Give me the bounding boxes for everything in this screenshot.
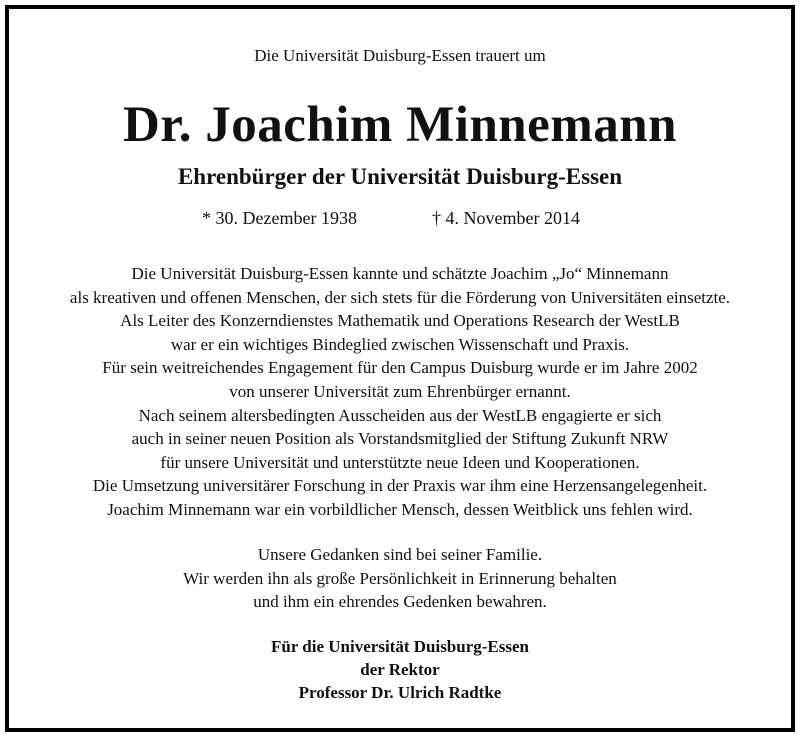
obituary-frame [5, 5, 795, 732]
tribute-line: von unserer Universität zum Ehrenbürger ernannt. [229, 381, 571, 401]
tribute-line: als kreativen und offenen Menschen, der sich stets für die Förderung von Universitäten einsetzte. [69, 287, 731, 307]
tribute-line: Joachim Minnemann war ein vorbildlicher Mensch, dessen Weitblick uns fehlen wird. [107, 499, 693, 519]
closing-paragraph [9, 543, 791, 614]
closing-line: Unsere Gedanken sind bei seiner Familie. [257, 545, 543, 564]
deceased-name: Dr. Joachim Minnemann [122, 97, 678, 153]
birth-date: * 30. Dezember 1938 [202, 208, 357, 228]
signature-block [9, 635, 791, 704]
obituary-notice [9, 9, 791, 728]
closing-line: und ihm ein ehrendes Gedenken bewahren. [253, 592, 547, 612]
intro-text: Die Universität Duisburg-Essen trauert um [254, 46, 546, 65]
tribute-line: für unsere Universität und unterstützte neue Ideen und Kooperationen. [160, 452, 640, 472]
death-date: † 4. November 2014 [432, 208, 580, 228]
tribute-line: Als Leiter des Konzerndienstes Mathematik und Operations Research der WestLB [120, 311, 680, 331]
tribute-line: war er ein wichtiges Bindeglied zwischen Wissenschaft und Praxis. [170, 334, 630, 354]
tribute-paragraph [9, 262, 791, 522]
tribute-line: Die Universität Duisburg-Essen kannte und schätzte Joachim „Jo“ Minnemann [131, 264, 669, 283]
signature-line: der Rektor [360, 660, 440, 679]
signature-line: Professor Dr. Ulrich Radtke [298, 683, 502, 702]
signature-line: Für die Universität Duisburg-Essen [270, 637, 529, 656]
honorary-title: Ehrenbürger der Universität Duisburg-Essen [177, 164, 623, 189]
closing-line: Wir werden ihn als große Persönlichkeit in Erinnerung behalten [183, 568, 617, 588]
tribute-line: Die Umsetzung universitärer Forschung in der Praxis war ihm eine Herzensangelegenheit. [92, 476, 708, 496]
tribute-line: auch in seiner neuen Position als Vorstandsmitglied der Stiftung Zukunft NRW [131, 429, 669, 449]
life-dates [9, 207, 791, 231]
tribute-line: Nach seinem altersbedingten Ausscheiden aus der WestLB engagierte er sich [138, 405, 662, 425]
tribute-line: Für sein weitreichendes Engagement für den Campus Duisburg wurde er im Jahre 2002 [102, 358, 698, 378]
